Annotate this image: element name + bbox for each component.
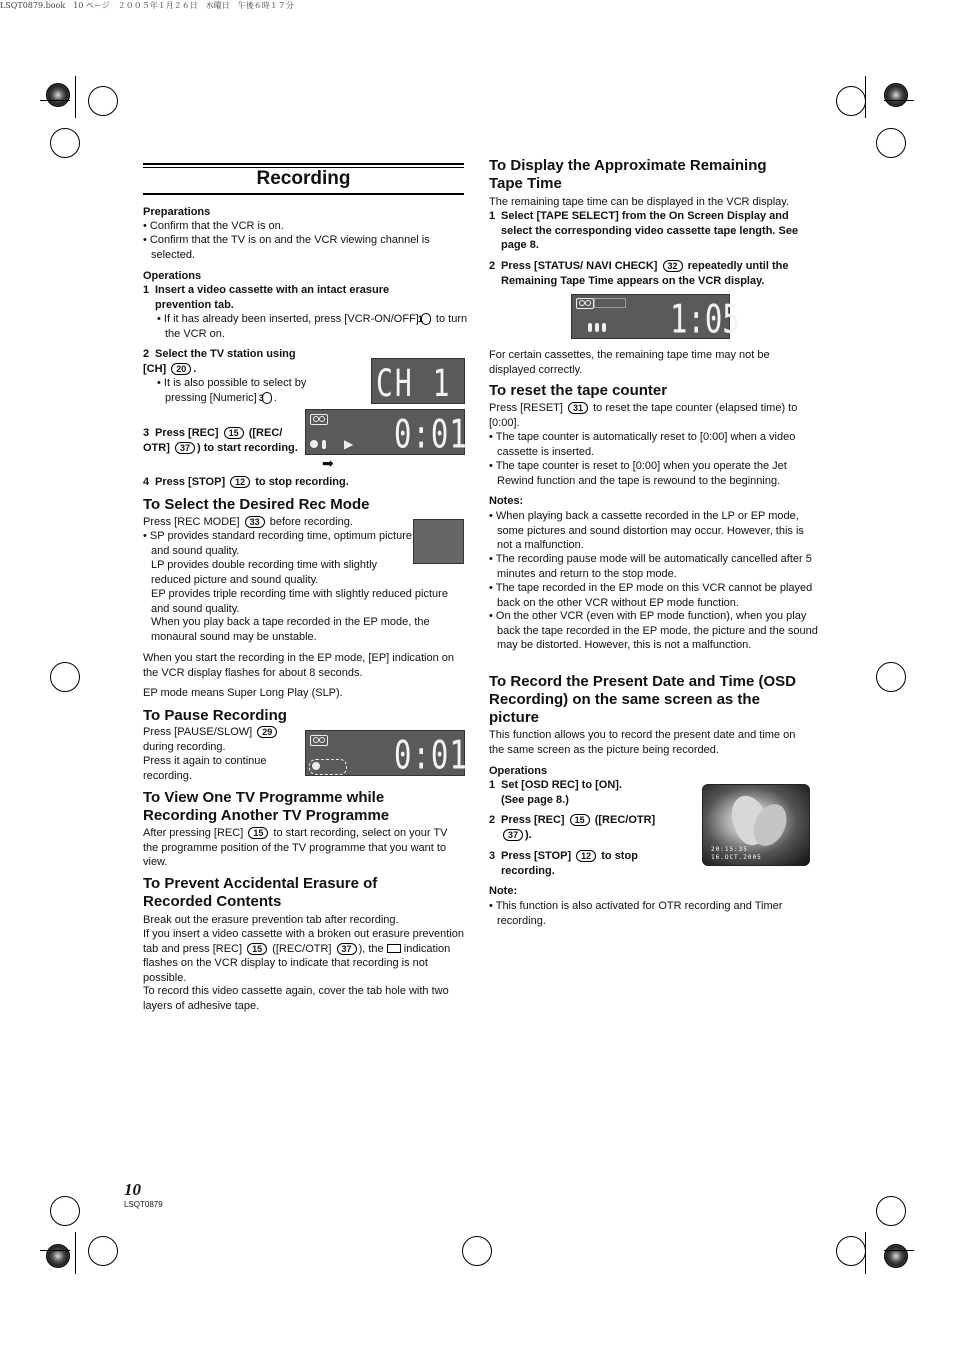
pause-line1: Press [PAUSE/SLOW] 29 during recording. [143, 725, 301, 754]
rec-mode-lp: LP provides double recording time with slightly reduced picture and sound quality. [151, 559, 378, 586]
crosshair-icon [876, 128, 906, 158]
rec-dot-icon [312, 762, 320, 770]
registration-dot-icon [46, 83, 70, 107]
reset-heading: To reset the tape counter [489, 382, 668, 399]
osd-screen-photo: 20:15:35 16.OCT.2005 [702, 784, 810, 866]
registration-dot-icon [46, 1244, 70, 1268]
step-2: 2 Select the TV station using [CH] 20 . [143, 348, 296, 375]
cassette-icon [576, 298, 594, 309]
osd-intro: This function allows you to record the present date and time on the same screen as the picture being recorded. [489, 729, 796, 756]
prep-item: • Confirm that the VCR is on. [143, 219, 463, 234]
erasure-line1: Break out the erasure prevention tab after recording. [143, 914, 399, 926]
osd-step3: 3 Press [STOP] 12 to stop recording. [489, 850, 638, 877]
step-4: 4 Press [STOP] 12 to stop recording. [143, 476, 349, 488]
crosshair-icon [876, 662, 906, 692]
erasure-line2: If you insert a video cassette with a broken out erasure prevention tab and press [REC] 15 ([REC/OTR] 37 ), the indication flashes on the VCR display to indicate that recording is not possible. [143, 928, 465, 984]
crosshair-icon [836, 86, 866, 116]
cassette-small-icon [387, 944, 401, 953]
rec-mode-intro: Press [REC MODE] 33 before recording. [143, 516, 353, 528]
note-item: • The tape recorded in the EP mode on this VCR cannot be played back on the other VCR without EP mode function. [489, 581, 819, 610]
crosshair-icon [462, 1236, 492, 1266]
vcr-display-remaining: 1:05 [571, 294, 730, 339]
rec-mode-para1: When you start the recording in the EP mode, [EP] indication on the VCR display flashes for about 8 seconds. [143, 652, 455, 679]
prep-item: • Confirm that the TV is on and the VCR viewing channel is selected. [143, 233, 471, 262]
rec-mode-heading: To Select the Desired Rec Mode [143, 496, 370, 513]
page-title: Recording [256, 168, 351, 189]
rec-mode-ep-note: When you play back a tape recorded in the EP mode, the monaural sound may be unstable. [151, 616, 430, 643]
osd-ops-heading: Operations [489, 765, 548, 777]
arrow-right-icon: ➡ [322, 455, 334, 471]
vcr-display-pause: 0:01 [305, 730, 465, 776]
rec-mode-para2: EP mode means Super Long Play (SLP). [143, 687, 343, 699]
notes-heading: Notes: [489, 495, 524, 507]
osd-step2: 2 Press [REC] 15 ([REC/OTR] 37 ). [489, 814, 656, 841]
page-number: 10 [124, 1180, 141, 1199]
tape-icon [602, 323, 606, 332]
crosshair-icon [50, 1196, 80, 1226]
reset-intro: Press [RESET] 31 to reset the tape counter (elapsed time) to [0:00]. [489, 402, 798, 429]
erasure-line3: To record this video cassette again, cover the tab hole with two layers of adhesive tape. [143, 985, 449, 1012]
crosshair-icon [836, 1236, 866, 1266]
reset-bullet: • The tape counter is reset to [0:00] when you operate the Jet Rewind function and the tape is rewound to the beginning. [489, 459, 819, 488]
registration-dot-icon [884, 83, 908, 107]
vcr-display-channel: CH 1 [371, 358, 465, 404]
remaining-step2: 2 Press [STATUS/ NAVI CHECK] 32 repeatedly until the Remaining Tape Time appears on the VCR display. [489, 260, 789, 287]
page-code: LSQT0879 [124, 1200, 163, 1209]
crosshair-icon [88, 86, 118, 116]
crosshair-icon [50, 662, 80, 692]
indicator-bar [594, 298, 626, 308]
crosshair-icon [50, 128, 80, 158]
preparations-heading: Preparations [143, 206, 211, 218]
play-icon: ▶ [344, 437, 354, 451]
rec-mode-sp: • SP provides standard recording time, optimum picture and sound quality. [143, 529, 413, 558]
step-1-sub: • If it has already been inserted, press [VCR-ON/OFF]1 to turn the VCR on. [157, 313, 468, 340]
rec-mode-display [413, 519, 464, 564]
step-3: 3 Press [REC] 15 ([REC/ OTR] 37 ) to start recording. [143, 427, 298, 454]
pause-heading: To Pause Recording [143, 707, 287, 724]
rec-mode-ep: EP provides triple recording time with slightly reduced picture and sound quality. [151, 588, 448, 615]
crosshair-icon [876, 1196, 906, 1226]
crosshair-icon [88, 1236, 118, 1266]
operations-heading: Operations [143, 270, 202, 282]
tape-icon [588, 323, 592, 332]
file-header: LSQT0879.book 10 ページ ２００５年１月２６日 水曜日 午後６時１７分 [0, 1, 294, 10]
cassette-icon [310, 414, 328, 425]
osd-note: • This function is also activated for OTR recording and Timer recording. [489, 899, 819, 928]
osd-heading: To Record the Present Date and Time (OSD Recording) on the same screen as the picture [489, 673, 797, 726]
registration-dot-icon [884, 1244, 908, 1268]
step-1: 1 Insert a video cassette with an intact erasure prevention tab. [143, 284, 390, 311]
remaining-step1: 1 Select [TAPE SELECT] from the On Screen Display and select the corresponding video cassette tape length. See page 8. [489, 210, 799, 251]
note-item: • When playing back a cassette recorded in the LP or EP mode, some pictures and sound distortion may occur. However, this is not a malfunction. [489, 509, 809, 553]
view-one-heading: To View One TV Programme while Recording Another TV Programme [143, 789, 390, 824]
osd-step1: 1 Set [OSD REC] to [ON]. (See page 8.) [489, 779, 622, 806]
remaining-intro: The remaining tape time can be displayed in the VCR display. [489, 196, 790, 208]
note-item: • The recording pause mode will be automatically cancelled after 5 minutes and return to the stop mode. [489, 552, 819, 581]
view-one-text: After pressing [REC] 15 to start recording, select on your TV the programme position of the TV programme that you want to view. [143, 827, 448, 868]
erasure-heading: To Prevent Accidental Erasure of Recorded Contents [143, 875, 378, 910]
vcr-display-counter: ▶ 0:01 [305, 409, 465, 455]
rec-dot-icon [310, 440, 318, 448]
osd-note-heading: Note: [489, 885, 518, 897]
note-item: • On the other VCR (even with EP mode function), when you play back the tape recorded in the EP mode, the picture and the sound may be distorted. However, this is not a malfunction. [489, 609, 819, 653]
step-2-sub: • It is also possible to select by pressing [Numeric] 3 . [157, 377, 307, 404]
pause-line2: Press it again to continue recording. [143, 755, 267, 782]
remaining-heading: To Display the Approximate Remaining Tape Time [489, 157, 767, 192]
remaining-note: For certain cassettes, the remaining tape time may not be displayed correctly. [489, 349, 770, 376]
reset-bullet: • The tape counter is automatically reset to [0:00] when a video cassette is inserted. [489, 430, 809, 459]
tape-icon [322, 440, 326, 449]
tape-icon [595, 323, 599, 332]
cassette-icon [310, 735, 328, 746]
